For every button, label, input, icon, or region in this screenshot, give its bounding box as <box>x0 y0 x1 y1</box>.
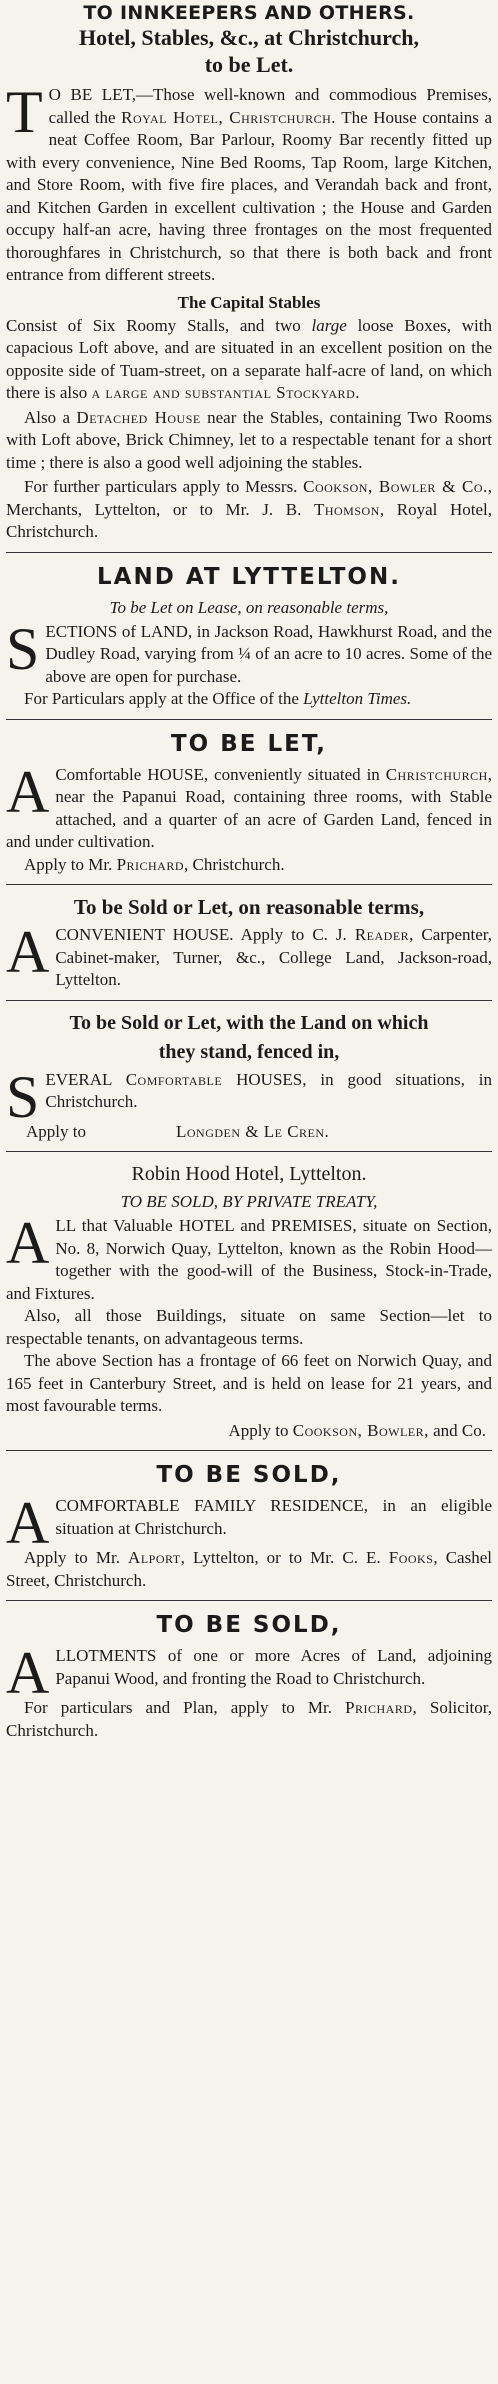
ad-house-to-let <box>6 728 492 877</box>
ad-body: A COMFORTABLE FAMILY RESIDENCE, in an eligible situation at Christchurch. <box>6 1490 492 1556</box>
drop-cap: S <box>6 1063 40 1130</box>
ad-allotments <box>6 1609 492 1742</box>
drop-cap: A <box>6 758 50 825</box>
drop-cap: A <box>6 1210 50 1276</box>
ad-land-lyttelton <box>6 561 492 711</box>
ad-body: T O BE LET,—Those well-known and commodious Premises, called the Royal Hotel, Christchurch. The House contains a neat Coffee Room, Bar Parlour, Roomy Bar recently fitted up with every convenience, Nine Bed Rooms, Tap Room, large Kitchen, and Store Room, with five fire places, and Verandah back and front, and Kitchen Garden in excellent cultivation ; the House and Garden occupy half-an acre, having three frontages on the most frequented thoroughfares in Christchurch, so that there is both back and front entrance from different streets. <box>6 79 493 284</box>
divider <box>6 1600 492 1601</box>
ad-houses-with-land <box>6 1009 492 1144</box>
ad-body: SECTIONS of LAND, in Jackson Road, Hawkhurst Road, and the Dudley Road, varying from ¼ of an acre to 10 acres. Some of the above are open for purchase. <box>6 615 492 686</box>
ad-body: Consist of Six Roomy Stalls, and two large loose Boxes, with capacious Loft above, and are situated in an excellent position on the opposite side of Tuam-street, on a separate half-acre of land, on which there is also a large and substantial Stockyard. <box>6 315 493 402</box>
drop-cap: A <box>6 919 50 985</box>
ad-heading: TO BE SOLD, <box>156 1612 342 1638</box>
ad-body: Also a Detached House near the Stables, containing Two Rooms with Loft above, Brick Chimney, let to a respectable tenant for a short time ; there is also a good well adjoining the stables. <box>6 407 492 472</box>
ad-subheading: To be Let on Lease, on reasonable terms, <box>109 597 389 617</box>
ad-robin-hood-hotel <box>6 1160 492 1442</box>
ad-house-sold-or-let <box>6 893 492 992</box>
drop-cap: A <box>6 1640 50 1706</box>
ad-body: ALL that Valuable HOTEL and PREMISES, situate on Section, No. 8, Norwich Quay, Lyttelton, known as the Robin Hood—together with the good-will of the Business, Stock-in-Trade, and Fixtures. <box>6 1210 492 1303</box>
ad-body: ALLOTMENTS of one or more Acres of Land, adjoining Papanui Wood, and fronting the Road to Christchurch. <box>6 1640 492 1706</box>
ad-body: A Comfortable HOUSE, conveniently situated in Christchurch, near the Papanui Road, containing three rooms, with Stable attached, and a quarter of an acre of Garden Land, fenced in and under cultivation. <box>6 758 492 851</box>
ad-section-heading: The Capital Stables <box>177 292 321 312</box>
ad-heading: TO INNKEEPERS AND OTHERS. <box>83 2 415 24</box>
divider <box>6 1450 492 1451</box>
ad-subheading: TO BE SOLD, BY PRIVATE TREATY, <box>120 1192 378 1211</box>
ad-hotel-stables <box>6 2 492 544</box>
ad-heading: they stand, fenced in, <box>158 1040 340 1063</box>
divider <box>6 884 492 885</box>
ad-heading: LAND AT LYTTELTON. <box>97 563 401 590</box>
ad-contact: Apply to Longden & Le Cren. <box>26 1121 330 1141</box>
drop-cap: S <box>6 615 40 682</box>
ad-body: SEVERAL Comfortable HOUSES, in good situations, in Christchurch. <box>6 1063 492 1130</box>
drop-cap: A <box>6 1490 50 1556</box>
divider <box>6 719 492 720</box>
divider <box>6 552 492 553</box>
ad-subheading: to be Let. <box>204 52 294 77</box>
ad-subheading: Hotel, Stables, &c., at Christchurch, <box>79 25 419 50</box>
ad-contact: Apply to Cookson, Bowler, and Co. <box>228 1420 486 1440</box>
ad-heading: TO BE SOLD, <box>156 1462 342 1488</box>
ad-heading: To be Sold or Let, on reasonable terms, <box>73 895 425 919</box>
ad-contact: For particulars and Plan, apply to Mr. Prichard, Solicitor, Christchurch. <box>6 1698 492 1740</box>
ad-body: A CONVENIENT HOUSE. Apply to C. J. Reader, Carpenter, Cabinet-maker, Turner, &c., College Land, Jackson-road, Lyttelton. <box>6 919 493 989</box>
ad-contact: Apply to Mr. Alport, Lyttelton, or to Mr. C. E. Fooks, Cashel Street, Christchurch. <box>6 1548 492 1590</box>
ad-body: The above Section has a frontage of 66 feet on Norwich Quay, and 165 feet in Canterbury Street, and is held on lease for 21 years, and most favourable terms. <box>6 1351 492 1415</box>
ad-heading: To be Sold or Let, with the Land on which <box>69 1011 429 1034</box>
ad-heading: Robin Hood Hotel, Lyttelton. <box>131 1163 367 1185</box>
ad-heading: TO BE LET, <box>170 730 327 757</box>
ad-body: Also, all those Buildings, situate on same Section—let to respectable tenants, on advantageous terms. <box>6 1306 492 1348</box>
divider <box>6 1151 492 1152</box>
ad-contact: For further particulars apply to Messrs. Cookson, Bowler & Co., Merchants, Lyttelton, or to Mr. J. B. Thomson, Royal Hotel, Christchurch. <box>6 477 492 541</box>
drop-cap: T <box>6 79 43 145</box>
divider <box>6 1000 492 1001</box>
ad-contact: For Particulars apply at the Office of the Lyttelton Times. <box>24 689 412 708</box>
ad-family-residence <box>6 1459 492 1592</box>
ad-contact: Apply to Mr. Prichard, Christchurch. <box>24 854 285 874</box>
